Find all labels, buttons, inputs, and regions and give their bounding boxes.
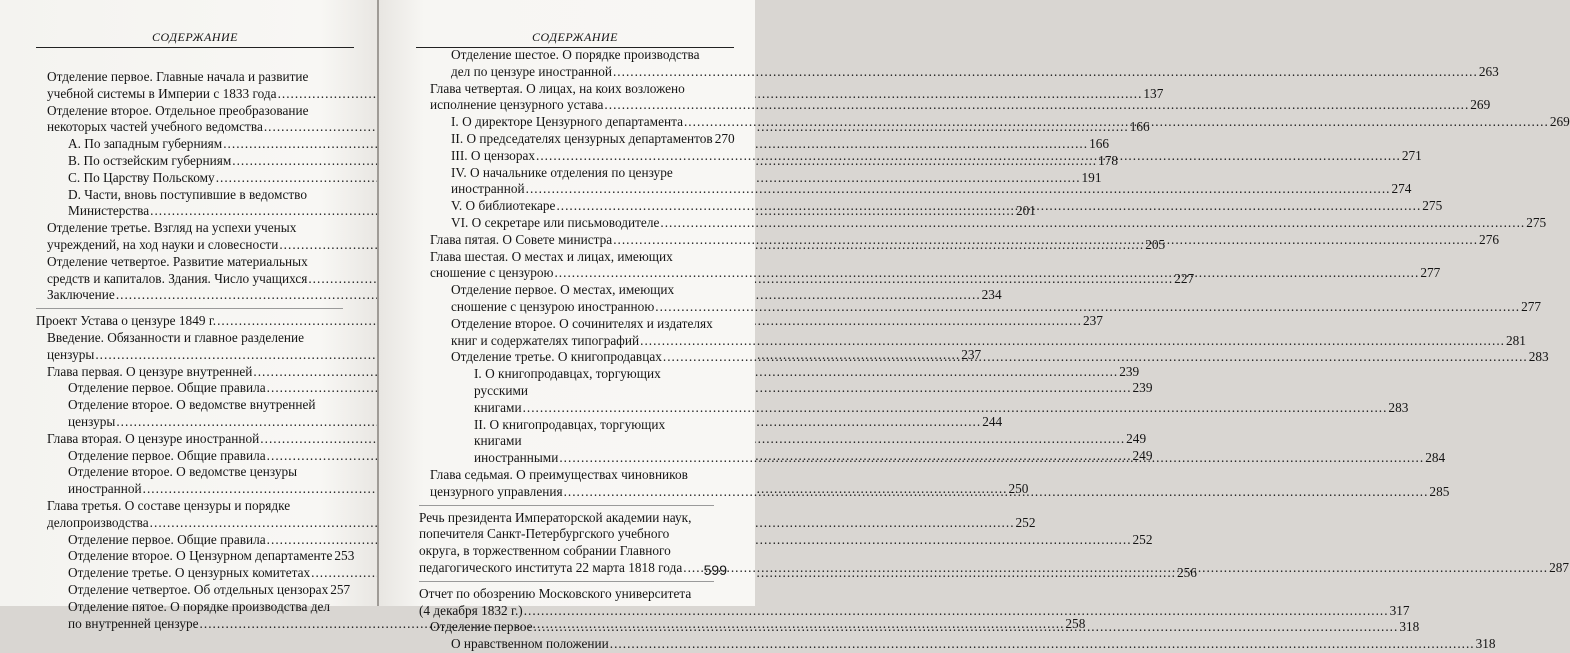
toc-entry-text: Глава седьмая. О преимуществах чиновников <box>430 466 688 482</box>
toc-entry-text: Отделение шестое. О порядке производства <box>451 47 700 62</box>
toc-entry-text: Отделение первое. Общие правила <box>68 380 266 396</box>
dot-leader <box>613 232 1478 249</box>
dot-leader <box>554 265 1419 282</box>
toc-entry-text: учреждений, на ход науки и словесности <box>47 236 279 252</box>
dot-leader <box>559 447 1424 467</box>
toc-entry-text: попечителя Санкт-Петербургского учебного <box>419 526 670 542</box>
toc-entry-text: дел по цензуре иностранной <box>451 63 612 79</box>
toc-entry-text: округа, в торжественном собрании Главного <box>419 543 671 559</box>
page-number: 599 <box>703 562 727 578</box>
toc-page-number: 287 <box>1549 559 1570 575</box>
toc-page-number: 227 <box>1174 270 1195 286</box>
toc-entry <box>36 363 1140 381</box>
dot-leader <box>536 148 1401 165</box>
toc-entry <box>36 548 355 565</box>
toc-page-number: 244 <box>982 413 1003 429</box>
dot-leader <box>556 198 1421 215</box>
toc-entry <box>419 214 1547 232</box>
toc-page-number: 205 <box>1145 236 1166 252</box>
toc-entry-text: Введение. Обязанности и главное разделение <box>47 329 305 345</box>
toc-entry-text: по внутренней цензуре <box>68 615 199 631</box>
dot-leader <box>640 333 1505 350</box>
toc-page-number: 256 <box>1177 565 1197 581</box>
toc-entry <box>419 47 1499 81</box>
toc-page-number: 253 <box>334 548 355 564</box>
toc-page-number: 283 <box>1388 399 1409 415</box>
toc-entry-text: Отделение третье. О цензурных комитетах <box>68 565 311 581</box>
header-rule <box>36 47 354 48</box>
toc-page-number: 270 <box>714 130 735 146</box>
toc-page-number: 137 <box>1143 85 1164 101</box>
section-divider <box>36 308 343 309</box>
toc-entry-text: сношение с цензурою иностранною <box>451 298 655 314</box>
toc-entry-text: Проект Устава о цензуре 1849 г. <box>36 313 217 329</box>
toc-page-number: 275 <box>1526 214 1547 230</box>
running-header: СОДЕРЖАНИЕ <box>151 30 239 44</box>
toc-entry-text: цензуры <box>68 413 116 429</box>
toc-entry-text: средств и капиталов. Здания. Число учащихся <box>47 270 308 286</box>
toc-page-number: 269 <box>1549 114 1570 130</box>
toc-entry-text: Отделение третье. О книгопродавцах <box>451 349 662 365</box>
toc-page-number: 275 <box>1422 198 1443 214</box>
dot-leader <box>523 400 1388 417</box>
toc-entry-text: Отделение первое. Главные начала и развитие <box>47 69 309 84</box>
dot-leader <box>613 64 1478 81</box>
toc-page-number: 249 <box>1126 430 1147 446</box>
toc-entry <box>36 581 351 599</box>
toc-entry-text: V. О библиотекаре <box>451 198 556 214</box>
toc-entry-text: I. О директоре Цензурного департамента <box>451 114 683 130</box>
toc-entry-text: Отделение третье. Взгляд на успехи ученых <box>47 220 297 236</box>
toc-page-number: 252 <box>1132 531 1153 547</box>
toc-entry-text: Министерства <box>68 203 150 219</box>
toc-entry-text: A. По западным губерниям <box>68 136 223 152</box>
dot-leader <box>604 97 1469 114</box>
toc-page-number: 283 <box>1528 349 1549 365</box>
toc-entry-text: Отделение первое. Общие правила <box>68 447 266 463</box>
toc-page-number: 269 <box>1470 97 1491 113</box>
toc-entry-text: Отделение пятое. О порядке производства дел <box>68 598 331 614</box>
toc-entry-text: Глава шестая. О местах и лицах, имеющих <box>430 248 673 264</box>
toc-page-number: 234 <box>981 287 1002 303</box>
toc-entry-text: иностранной <box>68 481 142 497</box>
toc-entry-text: B. По остзейским губерниям <box>68 152 232 168</box>
toc-entry-text: цензуры <box>47 346 95 362</box>
toc-page-number: 257 <box>330 581 351 597</box>
toc-entry-text: Глава пятая. О Совете министра <box>430 231 613 247</box>
dot-leader <box>533 619 1398 636</box>
toc-entry-text: книгами <box>474 399 522 415</box>
dot-leader <box>564 484 1429 501</box>
toc-entry-text: цензурного управления <box>430 483 563 499</box>
toc-entry-text: Глава первая. О цензуре внутренней <box>47 363 253 379</box>
toc-entry-text: Глава третья. О составе цензуры и порядке <box>47 497 291 513</box>
toc-page-number: 281 <box>1505 332 1526 348</box>
toc-entry-text: II. О книгопродавцах, торгующих книгами <box>474 416 666 449</box>
toc-page-number: 250 <box>1008 481 1029 497</box>
toc-entry-text: II. О председателях цензурных департаментов <box>451 130 713 146</box>
toc-entry-text: О нравственном положении <box>451 636 609 652</box>
dot-leader <box>683 560 1548 577</box>
dot-leader <box>684 114 1549 131</box>
toc-entry-text: Отделение второе. О ведомстве цензуры <box>68 464 298 480</box>
section-divider <box>419 581 714 582</box>
toc-entry-text: исполнение цензурного устава <box>430 97 604 113</box>
toc-entry <box>419 130 735 148</box>
dot-leader <box>526 181 1391 198</box>
dot-leader <box>660 215 1525 232</box>
toc-entry-text: Глава вторая. О цензуре иностранной <box>47 430 260 446</box>
toc-entry-text: Речь президента Императорской академии наук, <box>419 509 692 525</box>
toc-entry-text: Отделение четвертое. Развитие материальных <box>47 253 308 269</box>
toc-page-number: 277 <box>1420 265 1441 281</box>
toc-page-number: 284 <box>1425 450 1446 466</box>
toc-entry <box>419 636 1496 653</box>
toc-page-number: 277 <box>1521 298 1542 314</box>
toc-page-number: 239 <box>1132 380 1153 396</box>
toc-page-number: 201 <box>1016 203 1036 219</box>
dot-leader <box>610 636 1475 653</box>
toc-entry-text: сношение с цензурою <box>430 265 554 281</box>
running-header: СОДЕРЖАНИЕ <box>531 30 619 44</box>
toc-page-number: 191 <box>1081 169 1102 185</box>
toc-page-number: 258 <box>1065 615 1086 631</box>
toc-page-number: 271 <box>1401 147 1422 163</box>
toc-entry-text: IV. О начальнике отделения по цензуре <box>451 164 673 180</box>
section-divider <box>419 505 714 506</box>
toc-entry-text: III. О цензорах <box>451 147 536 163</box>
toc-entry-text: Отделение четвертое. Об отдельных цензорах <box>68 581 329 597</box>
toc-entry-text: Отделение второе. Отдельное преобразование <box>47 102 309 118</box>
toc-entry-text: C. По Царству Польскому <box>68 169 215 185</box>
toc-entry-text: D. Части, вновь поступившие в ведомство <box>68 186 308 202</box>
toc-page-number: 317 <box>1389 602 1410 618</box>
toc-entry-text: Отделение второе. О сочинителях и издателях <box>451 315 713 331</box>
toc-page-number: 276 <box>1479 231 1499 247</box>
toc-entry-text: Отделение первое. О местах, имеющих <box>451 282 675 298</box>
toc-entry-text: педагогического института 22 марта 1818 года <box>419 559 683 575</box>
toc-page-number: 263 <box>1478 63 1499 79</box>
toc-entry-text: учебной системы в Империи с 1833 года <box>47 85 277 101</box>
toc-entry-text: Заключение <box>47 287 115 303</box>
toc-page-number: 274 <box>1391 181 1412 197</box>
toc-entry-text: делопроизводства <box>47 514 149 530</box>
toc-entry-text: Отделение второе. О Цензурном департаменте <box>68 548 333 564</box>
toc-entry-text: (4 декабря 1832 г.) <box>419 602 523 618</box>
toc-entry-text: книг и содержателях типографий <box>451 332 640 348</box>
toc-page-number: 237 <box>1082 313 1103 329</box>
toc-page-number: 249 <box>1132 447 1153 463</box>
toc-entry-text: некоторых частей учебного ведомства <box>47 119 263 135</box>
toc-page-number: 239 <box>1119 363 1140 379</box>
toc-page-number: 318 <box>1475 636 1496 652</box>
toc-entry-text: Отделение первое <box>430 619 533 635</box>
toc-page-number: 285 <box>1429 483 1450 499</box>
toc-entry-text: Глава четвертая. О лицах, на коих возложено <box>430 80 685 96</box>
toc-entry-text: иностранной <box>451 181 525 197</box>
toc-entry-text: Отделение второе. О ведомстве внутренней <box>68 397 316 413</box>
toc-entry-text: Отчет по обозрению Московского университета <box>419 585 692 601</box>
toc-entry-text: Отделение первое. Общие правила <box>68 531 266 547</box>
dot-leader <box>655 299 1520 316</box>
toc-page-number: 237 <box>961 346 982 362</box>
toc-page-number: 166 <box>1089 136 1110 152</box>
toc-page-number: 252 <box>1015 514 1036 530</box>
toc-entry-text: VI. О секретаре или письмоводителе <box>451 214 660 230</box>
toc-page-number: 166 <box>1129 119 1150 135</box>
toc-entry <box>419 585 1410 620</box>
toc-entry-text: иностранными <box>474 450 559 466</box>
dot-leader <box>524 603 1389 620</box>
toc-page-number: 318 <box>1399 619 1420 635</box>
toc-entry-text: I. О книгопродавцах, торгующих русскими <box>474 366 661 398</box>
dot-leader <box>663 346 1528 366</box>
toc-page-number: 178 <box>1098 152 1119 168</box>
